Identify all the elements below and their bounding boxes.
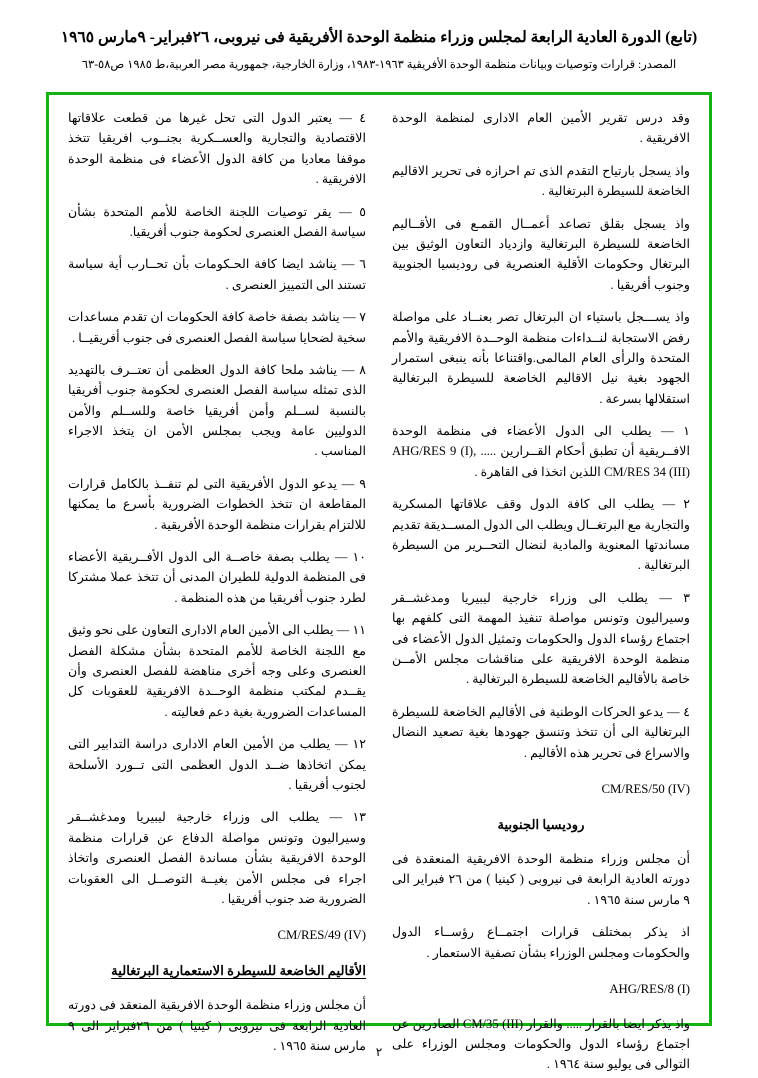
numbered-item: ٤ — يدعو الحركات الوطنية فى الأقاليم الخاضعة للسيطرة البرتغالية الى أن تتخذ وتنسق جهودها بغية تصعيد النضال والاسراع فى تحرير هذه الأقاليم . [392,704,690,760]
resolution-id: CM/RES/50 (IV) [601,781,690,796]
numbered-item: ٤ — يعتبر الدول التى تحل غيرها من قطعت علاقاتها الاقتصادية والتجارية والعســكرية بجنــوب افريقيا تتخذ موقفا معاديا من كافة الدول الأعضاء فى منظمة الوحدة الافريقية . [68,111,366,187]
numbered-item: ٩ — يدعو الدول الأفريقية التى لم تنفــذ بالكامل قرارات المقاطعة ان تتخذ الخطوات الضرورية بأسرع ما يمكنها للالتزام بقرارات منظمة الوحدة الأفريقية . [68,476,366,532]
document-header [0,0,758,75]
paragraph: واذ يسجل بقلق تصاعد أعمــال القمـع فى الأقــاليم الخاضعة للسيطرة البرتغالية وازدياد التعاون الوثيق بين البرتغال وحكومات الأقلية العنصرية فى روديسيا الجنوبية وجنوب أفريقيا . [392,216,690,292]
paragraph: أن مجلس وزراء منظمة الوحدة الافريقية المنعقدة فى دورته العادية الرابعة فى نيروبى ( كينيا ) من ٢٦ فبراير الى ٩ مارس سنة ١٩٦٥ . [392,852,690,907]
paragraph: واذ يذكر ايضا بالقرار ..... والقرار CM/35 (III) الصادرين عن اجتماع رؤساء الدول والحكومات ومجلس الوزراء على التوالى فى يوليو سنة ١٩٦٤ . [392,1016,691,1072]
page-title: (تابع) الدورة العادية الرابعة لمجلس وزراء منظمة الوحدة الأفريقية فى نيروبى، ٢٦فبراير- ٩مارس ١٩٦٥ [60,29,698,46]
paragraph: واذ يســـجل باستياء ان البرتغال تصر بعنــاد على مواصلة رفض الاستجابة لنــداءات منظمة الوحــدة الافريقية والأمم المتحدة والرأى العام المالمى.واقتناعا بأنه ينبغى استمرار الجهود بغية نيل الاقاليم الخاضعة للسيطرة البرتغالية استقلالها بسرعة . [392,310,690,406]
numbered-item: ٣ — يطلب الى وزراء خارجية ليبيريا ومدغشــقر وسيراليون وتونس مواصلة تنفيذ المهمة التى كلفهم بها اجتماع رؤساء الدول والحكومات وتمثيل الدول الأعضاء فى منظمة الوحدة الافريقية على مناقشات مجلس الأمــن خاصة بالأقاليم الخاضعة للسيطرة البرتغالية . [392,590,690,687]
numbered-item: ١١ — يطلب الى الأمين العام الادارى التعاون على نحو وثيق مع اللجنة الخاصة للأمم المتحدة بشأن مشكلة الفصل العنصرى وعلى وجه أخرى مناهضة للفصل العنصرى وأن يقــدم لمكتب منظمة الوحــدة الافريقية للعقوبات كل المساعدات الضرورية بغية دعم فعاليته . [68,623,366,719]
numbered-item: ٧ — يناشد بصفة خاصة كافة الحكومات ان تقدم مساعدات سخية لضحايا سياسة الفصل العنصرى فى جنوب أفريقيــا . [68,310,366,345]
paragraph: أن مجلس وزراء منظمة الوحدة الافريقية المنعقد فى دورته العادية الرابعة فى نيروبى ( كينيا ) من ٢٦فبراير الى ٩ مارس سنة ١٩٦٥ . [68,998,366,1054]
paragraph: اذ يذكر بمختلف قرارات اجتمــاع رؤســاء الدول والحكومات ومجلس الوزراء بشأن تصفية الاستعمار . [392,925,690,960]
column-left [68,108,366,1054]
paragraph: وقد درس تقرير الأمين العام الادارى لمنظمة الوحدة الافريقية . [392,111,690,146]
column-right [392,108,691,1072]
numbered-item: ٢ — يطلب الى كافة الدول وقف علاقاتها المسكرية والتجارية مع البرتغــال ويطلب الى الدول المســديقة تقديم مساندتها المعنوية والمادية لنضال التحــرير من السيطرة البرتغالية . [392,497,690,573]
numbered-item: ١٣ — يطلب الى وزراء خارجية ليبيريا ومدغشــقر وسيراليون وتونس مواصلة الدفاع عن قرارات منظمة الوحدة الافريقية بشأن مساندة الفصل العنصرى واتخاذ اجراء فى مجلس الأمن بغيــة التوصــل الى العقوبات الضرورية ضد جنوب أفريقيا . [68,810,366,906]
numbered-item: ٥ — يقر توصيات اللجنة الخاصة للأمم المتحدة بشأن سياسة الفصل العنصرى لحكومة جنوب أفريقيا. [68,204,366,239]
resolution-id: CM/RES/49 (IV) [277,928,366,943]
numbered-item: ٦ — يناشد ايضا كافة الحـكومات بأن تحــارب أية سياسة تستند الى التمييز العنصرى . [68,257,366,292]
section-heading: الأقاليم الخاضعة للسيطرة الاستعمارية البرتغالية [111,963,366,978]
two-column-body [54,100,704,1072]
numbered-item: ١٠ — يطلب بصفة خاصــة الى الدول الأفــريقية الأعضاء فى المنظمة الدولية للطيران المدنى أن تتخذ عملا مشتركا لطرد جنوب أفريقيا من هذه المنظمة . [68,550,366,605]
numbered-item: ٨ — يناشد ملحا كافة الدول العظمى أن تعتــرف بالتهديد الذى تمثله سياسة الفصل العنصرى لحكومة جنوب أفريقيا بالنسبة لســلم وأمن أفريقيا خاصة وللســلم والأمن الدوليين عامة ويجب بمجلس الأمن ان يتخذ الاجراء المناسب . [68,362,366,459]
page-number: ٢ [375,1045,383,1059]
resolution-id: AHG/RES/8 (I) [609,981,690,996]
numbered-item: ١٢ — يطلب من الأمين العام الادارى دراسة التدابير التى يمكن اتخاذها ضــد الدول العظمى التى تــورد الأسلحة لجنوب أفريقيا . [68,737,366,792]
source-line: المصدر: قرارات وتوصيات وبيانات منظمة الوحدة الأفريقية ١٩٦٣-١٩٨٣، وزارة الخارجية، جمهورية مصر العربية،ط ١٩٨٥ ص٥٨-٦٣ [81,59,677,72]
section-heading: روديسيا الجنوبية [497,816,585,832]
paragraph: واذ يسجل بارتياح التقدم الذى تم احرازه فى تحرير الاقاليم الخاضعة للسيطرة البرتغالية . [392,163,690,199]
numbered-item: ١ — يطلب الى الدول الأعضاء فى منظمة الوحدة الافــريقية أن تطبق أحكام القــرارين ..... AHG/RES 9 (I), CM/RES 34 (III) اللذين اتخذا فى القاهرة . [392,424,690,479]
